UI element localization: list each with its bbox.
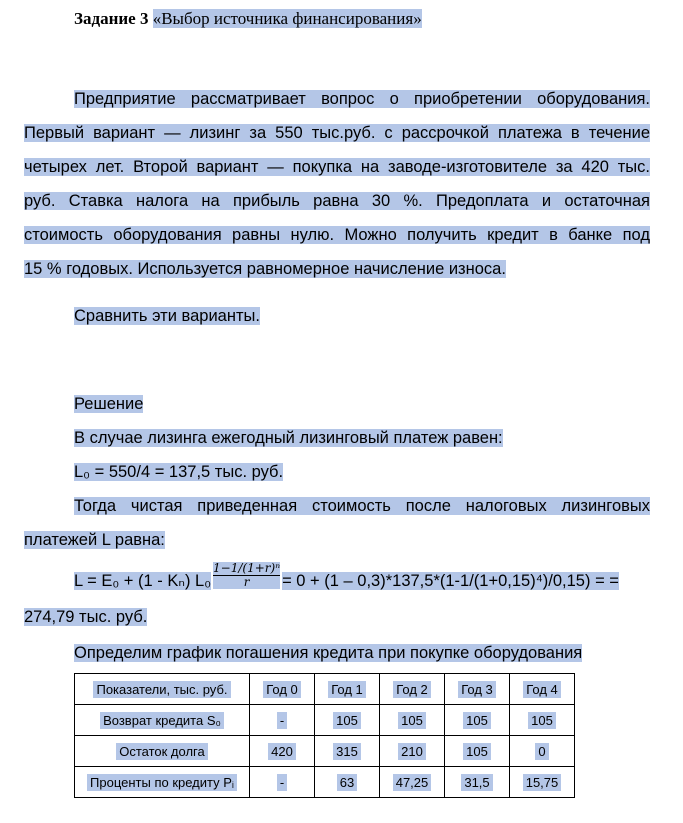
problem-line: руб. Ставка налога на прибыль равна 30 %. Предоплата и остаточная: [24, 192, 650, 210]
schedule-intro: Определим график погашения кредита при покупке оборудования: [74, 644, 583, 662]
solution-line: платежей L равна:: [24, 531, 165, 549]
problem-line: стоимость оборудования равны нулю. Можно получить кредит в банке под: [24, 226, 650, 244]
loan-schedule-table: [74, 673, 575, 798]
task-label: Задание 3: [74, 9, 149, 28]
problem-line: Первый вариант — лизинг за 550 тыс.руб. с рассрочкой платежа в течение: [24, 124, 650, 142]
table-row: Возврат кредита S₀ - 105 105 105 105: [75, 705, 575, 736]
table-header-row: Показатели, тыс. руб. Год 0 Год 1 Год 2 Год 3 Год 4: [75, 674, 575, 705]
solution-heading: Решение: [74, 395, 144, 413]
formula-npv: L = E₀ + (1 - Kₙ) L₀ $\frac{\text{1−1/(1+r)ⁿ}}{r}$ = 0 + (1 – 0,3)*137,5*(1-1/(1+0,15)⁴)/0,15) = =: [74, 561, 619, 590]
formula-result: 274,79 тыс. руб.: [24, 608, 148, 626]
solution-line: Тогда чистая приведенная стоимость после налоговых лизинговых: [74, 497, 650, 515]
solution-paragraph: [24, 495, 650, 551]
question: Сравнить эти варианты.: [74, 307, 260, 325]
task-name: «Выбор источника финансирования»: [152, 9, 422, 28]
table-row: Остаток долга 420 315 210 105 0: [75, 736, 575, 767]
problem-statement: [24, 88, 650, 280]
formula-fraction: $\frac{\text{1−1/(1+r)ⁿ}}{r}$: [213, 561, 281, 589]
solution-line: В случае лизинга ежегодный лизинговый платеж равен:: [74, 429, 503, 447]
task-title: [74, 8, 422, 30]
formula-lease-payment: L₀ = 550/4 = 137,5 тыс. руб.: [74, 463, 284, 481]
problem-line: 15 % годовых. Используется равномерное начисление износа.: [24, 260, 506, 278]
table-row: Проценты по кредиту Pᵢ - 63 47,25 31,5 15,75: [75, 767, 575, 798]
problem-line: четырех лет. Второй вариант — покупка на заводе-изготовителе за 420 тыс.: [24, 158, 650, 176]
problem-line: Предприятие рассматривает вопрос о приобретении оборудования.: [74, 90, 650, 108]
